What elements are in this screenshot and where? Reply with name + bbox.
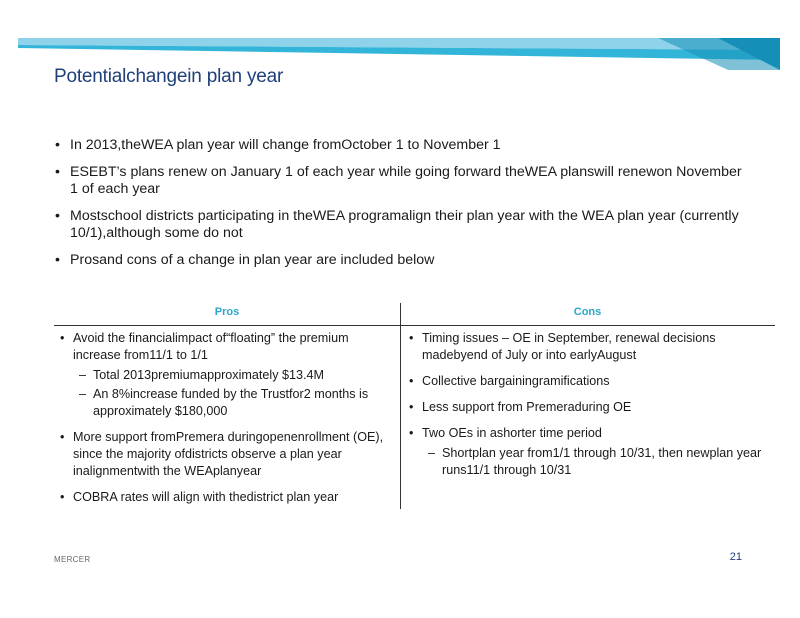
cons-sub-list <box>422 445 767 479</box>
intro-bullet-list <box>54 137 744 279</box>
cons-item: • Timing issues – OE in September, renewal decisions madebyend of July or into earlyAugust <box>409 330 767 364</box>
cons-item: • Less support from Premeraduring OE <box>409 399 767 416</box>
pros-cons-table <box>54 303 774 509</box>
cons-header: Cons <box>400 303 775 326</box>
pros-header: Pros <box>54 303 400 326</box>
pros-item: • More support fromPremera duringopenenrollment (OE), since the majority ofdistricts observe a plan year inalignmentwith the WEAplanyear <box>60 429 384 480</box>
cons-item: • Collective bargainingramifications <box>409 373 767 390</box>
page-number: 21 <box>729 551 742 563</box>
bullet-pros-cons-intro: • Prosand cons of a change in plan year are included below <box>54 252 744 269</box>
pros-item: • COBRA rates will align with thedistrict plan year <box>60 489 384 506</box>
bullet-district-alignment: • Mostschool districts participating in theWEA programalign their plan year with the WEA plan year (currently 10/1),although some do not <box>54 208 744 242</box>
cons-item <box>409 425 767 479</box>
cons-item-text: Two OEs in ashorter time period <box>422 426 602 440</box>
cons-list <box>401 326 775 479</box>
bullet-plan-year-change: • In 2013,theWEA plan year will change fromOctober 1 to November 1 <box>54 137 744 154</box>
pros-item-text: Avoid the financialimpact of“floating” the premium increase from11/1 to 1/1 <box>73 331 349 362</box>
cons-column <box>400 303 775 509</box>
pros-sub-item: – An 8%increase funded by the Trustfor2 months is approximately $180,000 <box>73 386 384 420</box>
pros-sub-item: – Total 2013premiumapproximately $13.4M <box>73 367 384 384</box>
pros-column <box>54 303 400 515</box>
page-title: Potentialchangein plan year <box>54 66 284 87</box>
pros-list <box>54 326 400 506</box>
cons-sub-item: – Shortplan year from1/1 through 10/31, then newplan year runs11/1 through 10/31 <box>422 445 767 479</box>
pros-item <box>60 330 384 420</box>
footer-company-logo: MERCER <box>54 555 91 564</box>
pros-sub-list <box>73 367 384 420</box>
bullet-esebt-renewal: • ESEBT’s plans renew on January 1 of each year while going forward theWEA planswill renewon November 1 of each year <box>54 164 744 198</box>
